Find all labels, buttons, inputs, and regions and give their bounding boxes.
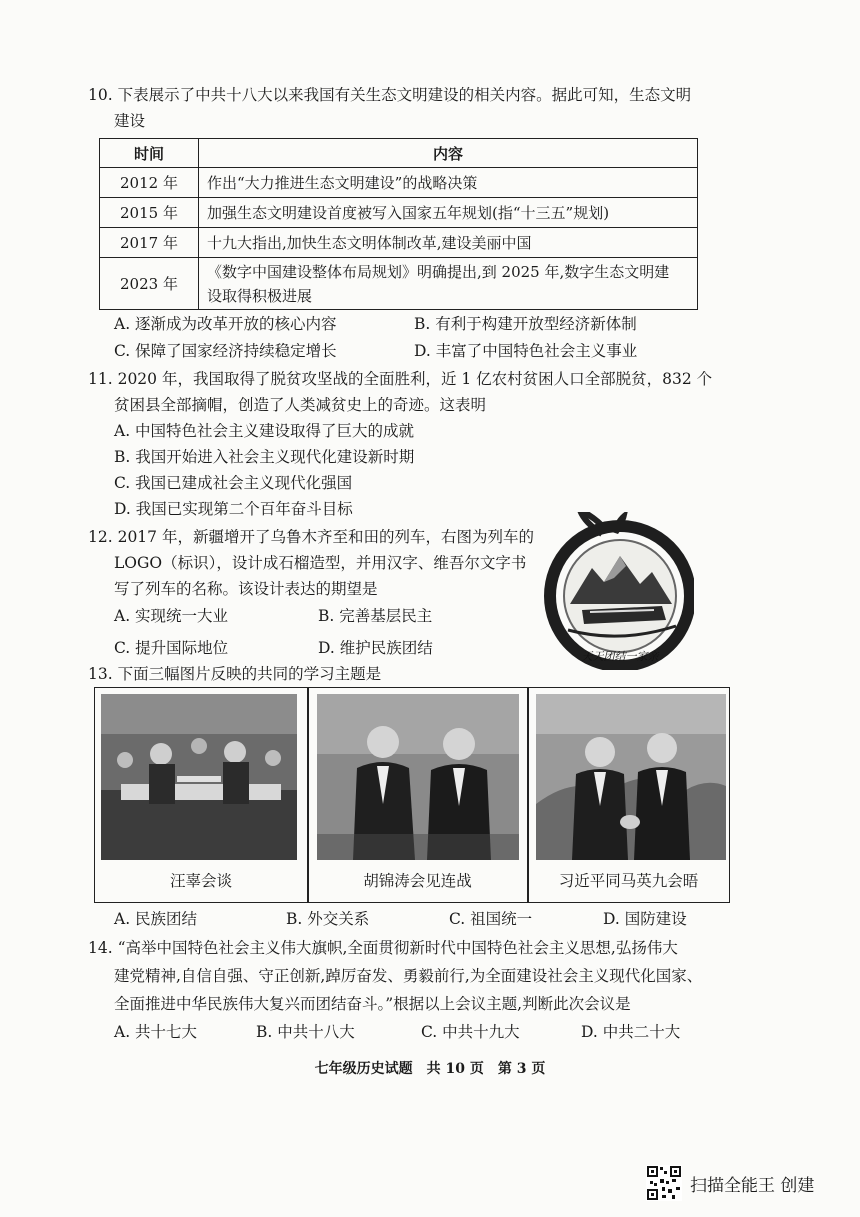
train-logo-image xyxy=(544,512,694,670)
q14-option-a[interactable]: A. 共十七大 xyxy=(114,1023,198,1041)
q11-stem-line2: 贫困县全部摘帽，创造了人类减贫史上的奇迹。这表明 xyxy=(114,396,487,414)
photo-caption-1: 汪辜会谈 xyxy=(169,872,232,890)
q11-option-d[interactable]: D. 我国已实现第二个百年奋斗目标 xyxy=(114,500,353,518)
table-header-content: 内容 xyxy=(199,139,698,168)
photo-caption-2: 胡锦涛会见连战 xyxy=(363,872,472,890)
q13-option-b[interactable]: B. 外交关系 xyxy=(286,910,370,928)
q12-stem-line1: 12. 2017 年，新疆增开了乌鲁木齐至和田的列车，右图为列车的 xyxy=(88,528,534,546)
q12-option-d[interactable]: D. 维护民族团结 xyxy=(318,639,433,657)
q13-stem: 13. 下面三幅图片反映的共同的学习主题是 xyxy=(88,665,382,683)
q11-option-b[interactable]: B. 我国开始进入社会主义现代化建设新时期 xyxy=(114,448,415,466)
table-row xyxy=(100,228,698,258)
q13-option-a[interactable]: A. 民族团结 xyxy=(114,910,198,928)
q10-table xyxy=(99,138,698,310)
table-cell-content xyxy=(199,258,698,310)
table-cell-year: 2023 年 xyxy=(100,258,199,310)
q12-option-c[interactable]: C. 提升国际地位 xyxy=(114,639,229,657)
q12-option-b[interactable]: B. 完善基层民主 xyxy=(318,607,433,625)
q10-stem-line2: 建设 xyxy=(114,112,146,130)
q10-option-c[interactable]: C. 保障了国家经济持续稳定增长 xyxy=(114,342,337,360)
q14-option-d[interactable]: D. 中共二十大 xyxy=(581,1023,681,1041)
table-cell-content-line: 《数字中国建设整体布局规划》明确提出,到 2025 年,数字生态文明建 xyxy=(207,262,670,281)
table-header-time: 时间 xyxy=(100,139,199,168)
q10-option-a[interactable]: A. 逐渐成为改革开放的核心内容 xyxy=(114,315,337,333)
q13-option-d[interactable]: D. 国防建设 xyxy=(603,910,687,928)
table-cell-year: 2015 年 xyxy=(100,198,199,228)
q14-stem-line3: 全面推进中华民族伟大复兴而团结奋斗。”根据以上会议主题,判断此次会议是 xyxy=(114,995,631,1013)
q14-stem-line2: 建党精神,自信自强、守正创新,踔厉奋发、勇毅前行,为全面建设社会主义现代化国家、 xyxy=(114,967,703,985)
logo-script-text: 天天团结一家亲 xyxy=(581,650,659,663)
q13-photo-panel xyxy=(94,687,730,903)
q12-stem-line2: LOGO（标识），设计成石榴造型，并用汉字、维吾尔文字书 xyxy=(114,554,527,572)
table-cell-year: 2017 年 xyxy=(100,228,199,258)
q12-stem-line3: 写了列车的名称。该设计表达的期望是 xyxy=(114,580,378,598)
table-row xyxy=(100,168,698,198)
q10-option-d[interactable]: D. 丰富了中国特色社会主义事业 xyxy=(414,342,638,360)
q14-stem-line1: 14. “高举中国特色社会主义伟大旗帜,全面贯彻新时代中国特色社会主义思想,弘扬伟大 xyxy=(88,939,678,957)
table-row xyxy=(100,258,698,310)
q14-option-b[interactable]: B. 中共十八大 xyxy=(256,1023,355,1041)
table-cell-year: 2012 年 xyxy=(100,168,199,198)
photo-hu-lian-meeting xyxy=(317,694,519,860)
q11-stem-line1: 11. 2020 年，我国取得了脱贫攻坚战的全面胜利，近 1 亿农村贫困人口全部脱贫，832 个 xyxy=(88,370,713,388)
q11-option-a[interactable]: A. 中国特色社会主义建设取得了巨大的成就 xyxy=(114,422,415,440)
photo-xi-ma-meeting xyxy=(536,694,726,860)
photo-caption-3: 习近平同马英九会晤 xyxy=(558,872,699,890)
table-cell-content: 十九大指出,加快生态文明体制改革,建设美丽中国 xyxy=(199,228,698,258)
table-cell-content-line: 设取得积极进展 xyxy=(207,286,313,305)
q10-stem-line1: 10. 下表展示了中共十八大以来我国有关生态文明建设的相关内容。据此可知，生态文明 xyxy=(88,86,692,104)
table-row xyxy=(100,198,698,228)
qr-code-icon xyxy=(646,1165,682,1201)
q10-option-b[interactable]: B. 有利于构建开放型经济新体制 xyxy=(414,315,637,333)
q14-option-c[interactable]: C. 中共十九大 xyxy=(421,1023,520,1041)
q12-option-a[interactable]: A. 实现统一大业 xyxy=(114,607,229,625)
q13-option-c[interactable]: C. 祖国统一 xyxy=(449,910,533,928)
table-cell-content: 加强生态文明建设首度被写入国家五年规划(指“十三五”规划) xyxy=(199,198,698,228)
watermark-text: 扫描全能王 创建 xyxy=(690,1175,815,1196)
q11-option-c[interactable]: C. 我国已建成社会主义现代化强国 xyxy=(114,474,353,492)
table-cell-content: 作出“大力推进生态文明建设”的战略决策 xyxy=(199,168,698,198)
page-footer: 七年级历史试题 共 10 页 第 3 页 xyxy=(314,1061,546,1077)
scanner-watermark xyxy=(646,1166,814,1200)
photo-wang-gu-talks xyxy=(101,694,297,860)
